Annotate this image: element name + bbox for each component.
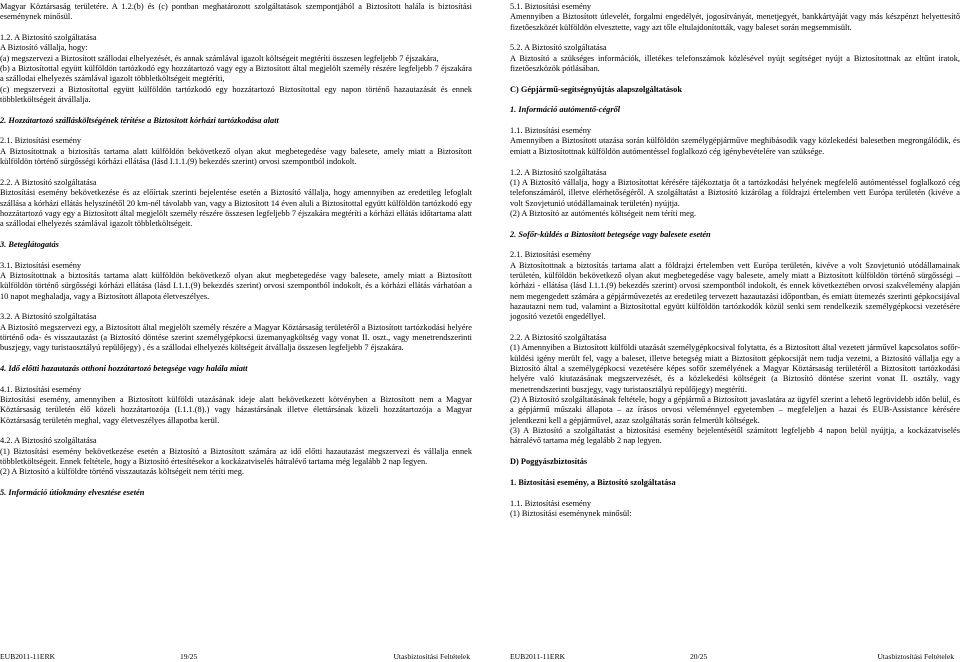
section-c2-1-text: A Biztosítottnak a biztosítás tartama alatt a földrajzi értelemben vett Európa területén, kivéve a volt Szovjetunió utódállamainak területén, külföldön bekövetkező olyan akut megbetegedése vagy balesete, amely miatt a Biztosított külföldön történő sürgősségi –kórházi - ellátása (lásd I.1.1.(9) bekezdés szerint) orvosi szempontból indokolt, és ennek következtében orvosi szakvélemény alapján nem megengedett számára a gépjárművezetés az eredetileg tervezett hazautazási időpontban, és emiatt ütemezés szerinti gépkocsijával hazautazni nem tud, valamint a Biztosítottal együtt külföldön tartózkodók közül senki sem rendelkezik személygépkocsi vezetésére jogosító vezetői engedéllyel.: [510, 260, 960, 322]
footer-title: Utasbiztosítási Feltételek: [393, 652, 470, 661]
section-1-2-lead: A Biztosító vállalja, hogy:: [0, 43, 88, 53]
section-c2-2-text-2: (2) A Biztosító szolgáltatásának feltétele, hogy a gépjármű a Biztosított javaslatára az ügyfél szerint a lehető legrövidebb időn belül, és a gépjármű műszaki állapota – az írásos orvosi véleménnyel egyetemben – megfeleljen a hazai és EUB-Assistance kérésére jelentkezni kell a gépjárművel, azaz szolgáltatás során felmerült költségek.: [510, 395, 960, 425]
section-4-1-text: Biztosítási esemény, amennyiben a Biztosított külföldi utazásának ideje alatt bekövetkezett kötvényben a Biztosított nem a Magyar Köztársaság területén élő közeli hozzátartozója (I.1.1.(8).) vagy házastársának illetve élettársának közeli hozzátartozója a Magyar Köztársaság területén meghal, vagy életveszélyes állapotba kerül.: [0, 395, 472, 425]
section-c1-2-text-1: (1) A Biztosító vállalja, hogy a Biztosítottat kérésére tájékoztatja őt a tartózkodási helyének megfelelő autómentéssel foglalkozó cég telefonszámáról, illetve elérhetőségéről. A szolgáltatást a Biztosító kizárólag a földrajzi értelemben vett Európa területén (kivéve a volt Szovjetunió utódállamainak területén) nyújtja.: [510, 177, 960, 208]
page-right: [480, 0, 960, 662]
section-5-1-text: Amennyiben a Biztosított útlevelét, forgalmi engedélyét, jogosítványát, menetjegyét, bankkártyáját vagy más készpénzt helyettesítő fizetőeszközét külföldön elvesztette, vagy azt tőle eltulajdonították, vagy baleset során megsemmisült.: [510, 12, 960, 32]
right-column: [510, 2, 960, 519]
section-1-2-item-c: (c) megszervezi a Biztosítottal együtt külföldön tartózkodó egy hozzátartozó Biztosítottal egy napon történő hazautazását és ennek többletköltségeit átvállalja.: [0, 84, 472, 105]
section-1-2-heading: 1.2. A Biztosító szolgáltatása: [0, 33, 97, 43]
section-d-heading: D) Poggyászbiztosítás: [510, 457, 588, 467]
footer-code: EUB2011-11ERK: [0, 652, 56, 661]
section-4-1-heading: 4.1. Biztosítási esemény: [0, 384, 82, 394]
section-2-2-text: Biztosítási esemény bekövetkezése és az előírtak szerinti bejelentése esetén a Biztosító vállalja, hogy amennyiben az eredetileg lefoglalt szállása a kórházi ellátás helyszínétől 20 km-nél távolabb van, vagy a Biztosított 14 éven aluli a Biztosítottal együtt külföldön tartózkodó egy hozzátartozó vagy egy a Biztosított által megjelölt személy részére összesen legfeljebb 7 éjszakára megtéríti a kórházi ellátás időtartama alatt a szállodai elhelyezés számlával igazolt többletköltségeit.: [0, 188, 472, 229]
section-1-2-item-b: (b) a Biztosítottal együtt külföldön tartózkodó egy hozzátartozó vagy egy a Biztosított által megjelölt személy részére legfeljebb 7 éjszakára a szállodai elhelyezés számlával igazolt többletköltségeit megtéríti,: [0, 64, 472, 84]
footer-right: [510, 652, 954, 661]
left-column: [0, 2, 472, 499]
section-4-2-text-2: (2) A Biztosító a külföldre történő visszautazás költségeit nem téríti meg.: [0, 467, 244, 477]
section-c1-heading: 1. Információ autómentő-cégről: [510, 105, 621, 115]
section-c2-2-text-1: (1) Amennyiben a Biztosított külföldi utazását személygépkocsival folytatta, és a Biztosított által vezetett járművel kapcsolatos sofőr-küldési igény merült fel, vagy a baleset, illetve betegség miatt a Biztosított gépkocsiját nem tudja vezetni, a Biztosító vállalja egy a Biztosító által a személygépkocsi vezetésére képes sofőr személyének a Magyar Köztársaság területéről a Biztosított tartózkodási helyére való kiutazásának megszervezését, és a közlekedési költségeit (a Biztosító döntése szerint vonat II. osztály, vagy menetrendszerinti buszjegy, vagy turistaosztályú repülőjegy) megtéríti.: [510, 343, 960, 394]
section-3-1-text: A Biztosítottnak a biztosítás tartama alatt külföldön bekövetkező olyan akut megbetegedése vagy balesete, amely miatt a Biztosított külföldön történő sürgősségi kórházi ellátása (lásd I.1.1.(9) bekezdés szerint) orvosi szempontból indokolt, és a kórházi ellátás várhatóan a 10 napot meghaladja, vagy a Biztosított állapota életveszélyes.: [0, 270, 472, 301]
section-c2-1-heading: 2.1. Biztosítási esemény: [510, 250, 592, 260]
section-c2-2-text-3: (3) A Biztosító a szolgáltatást a biztosítási esemény bejelentésétől számított legfeljebb 4 napon belül nyújtja, a kockázatviselés hátralévő tartama még legalább 2 nap legyen.: [510, 426, 960, 446]
section-c2-2-heading: 2.2. A Biztosító szolgáltatása: [510, 333, 607, 342]
section-4-2-text-1: (1) Biztosítási esemény bekövetkezése esetén a Biztosító a Biztosított számára az idő előtti hazautazást megszervezi és vállalja ennek többletköltségeit. Ennek feltétele, hogy a Biztosító értesítésekor a kockázatviselés hátralévő tartama még legalább 2 nap legyen.: [0, 446, 472, 467]
footer-code: EUB2011-11ERK: [510, 652, 566, 661]
section-d1-1-text: (1) Biztosítási eseménynek minősül:: [510, 508, 632, 518]
section-c-heading: C) Gépjármű-segítségnyújtás alapszolgáltatások: [510, 84, 682, 94]
section-3-heading: 3. Beteglátogatás: [0, 239, 59, 249]
section-2-2-heading: 2.2. A Biztosító szolgáltatása: [0, 177, 97, 187]
section-4-heading: 4. Idő előtti hazautazás otthoni hozzátartozó betegsége vagy halála miatt: [0, 364, 248, 374]
section-d1-heading: 1. Biztosítási esemény, a Biztosító szolgáltatása: [510, 477, 676, 487]
section-5-1-heading: 5.1. Biztosítási esemény: [510, 2, 592, 11]
section-3-2-heading: 3.2. A Biztosító szolgáltatása: [0, 312, 97, 322]
section-5-2-heading: 5.2. A Biztosító szolgáltatása: [510, 43, 607, 53]
section-3-1-heading: 3.1. Biztosítási esemény: [0, 260, 82, 270]
section-d1-1-heading: 1.1. Biztosítási esemény: [510, 498, 592, 508]
section-2-1-text: A Biztosítottnak a biztosítás tartama alatt külföldön bekövetkező olyan akut megbetegedése vagy balesete, amely miatt a Biztosított külföldön történő sürgősségi kórházi ellátása (lásd I.1.1.(9) bekezdés szerint) orvosi szempontból indokolt.: [0, 146, 472, 167]
footer-title: Utasbiztosítási Feltételek: [877, 652, 954, 661]
footer-page-number: 20/25: [690, 652, 708, 661]
section-c2-heading: 2. Sofőr-küldés a Biztosított betegsége vagy balesete esetén: [510, 229, 711, 239]
section-c1-1-text: Amennyiben a Biztosított utazása során külföldön személygépjárműve meghibásodik vagy közlekedési balesetben megrongálódik, és emiatt a Biztosítottnak külföldön autómentéssel foglalkozó cég igénybevételére van szüksége.: [510, 136, 960, 156]
section-c1-1-heading: 1.1. Biztosítási esemény: [510, 126, 592, 136]
footer-page-number: 19/25: [180, 652, 198, 661]
section-3-2-text: A Biztosító megszervezi egy, a Biztosított által megjelölt személy részére a Magyar Köztársaság területéről a Biztosított tartózkodási helyére történő oda- és visszautazást (a Biztosító döntése szerint személygépkocsi üzemanyagköltség vagy vonat II. oszt., vagy menetrendszerinti buszjegy, vagy turistaosztályú repülőjegy) , és a szállodai elhelyezés költségeit átvállalja összesen legfeljebb 7 éjszakára.: [0, 322, 472, 353]
section-c1-2-heading: 1.2. A Biztosító szolgáltatása: [510, 167, 607, 177]
section-1-2-item-a: (a) megszervezi a Biztosított szállodai elhelyezését, és annak számlával igazolt költségeit megtéríti összesen legfeljebb 7 éjszakára,: [0, 53, 439, 63]
section-2-1-heading: 2.1. Biztosítási esemény: [0, 136, 82, 146]
footer-left: [0, 652, 470, 661]
section-4-2-heading: 4.2. A Biztosító szolgáltatása: [0, 436, 97, 446]
section-c1-2-text-2: (2) A Biztosító az autómentés költségeit nem téríti meg.: [510, 208, 697, 218]
section-2-heading: 2. Hozzátartozó szállásköltségének térítése a Biztosított kórházi tartózkodása alatt: [0, 115, 279, 125]
section-5-heading: 5. Információ útiokmány elvesztése esetén: [0, 488, 145, 498]
intro-paragraph: Magyar Köztársaság területére. A 1.2.(b) és (c) pontban meghatározott szolgáltatások szempontjából a Biztosított halála is biztosítási eseménynek minősül.: [0, 2, 472, 22]
section-5-2-text: A Biztosító a szükséges információk, illetékes telefonszámok közlésével nyújt segítséget nyújt a Biztosítottnak az eltűnt iratok, fizetőeszközök pótlásában.: [510, 53, 960, 74]
